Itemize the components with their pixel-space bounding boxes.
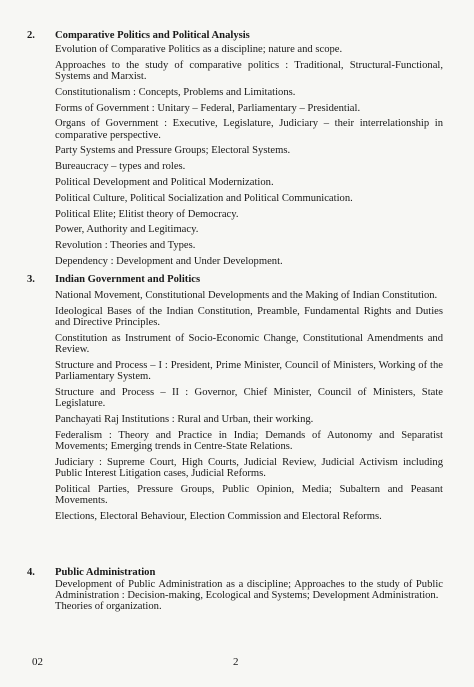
- syllabus-item: Political Culture, Political Socialization and Political Communication.: [55, 192, 353, 204]
- page-number: 2: [233, 656, 239, 668]
- footer-code: 02: [32, 656, 43, 668]
- syllabus-item: Forms of Government : Unitary – Federal, Parliamentary – Presidential.: [55, 102, 361, 114]
- syllabus-item: Political Development and Political Modernization.: [55, 176, 274, 188]
- section-items: [55, 579, 443, 613]
- syllabus-item: Panchayati Raj Institutions : Rural and Urban, their working.: [55, 413, 314, 425]
- section-heading: Public Administration: [55, 567, 156, 578]
- section-number: 3.: [27, 274, 35, 285]
- syllabus-item: Constitution as Instrument of Socio-Economic Change, Constitutional Amendments and Review.: [55, 332, 443, 355]
- syllabus-item: Bureaucracy – types and roles.: [55, 161, 186, 173]
- syllabus-item: Federalism : Theory and Practice in India; Demands of Autonomy and Separatist Movements; Emerging trends in Centre-State Relations.: [55, 429, 443, 452]
- syllabus-item: Party Systems and Pressure Groups; Electoral Systems.: [55, 145, 291, 157]
- syllabus-item: Theories of organization.: [55, 601, 162, 613]
- section-number: 4.: [27, 567, 35, 578]
- syllabus-item: Structure and Process – II : Governor, Chief Minister, Council of Ministers, State Legislature.: [55, 386, 443, 409]
- section-heading: Comparative Politics and Political Analysis: [55, 30, 250, 41]
- section-items: [55, 290, 443, 526]
- syllabus-item: Power, Authority and Legitimacy.: [55, 224, 199, 236]
- syllabus-item: National Movement, Constitutional Developments and the Making of Indian Constitution.: [55, 290, 438, 301]
- syllabus-item: Structure and Process – I : President, Prime Minister, Council of Ministers, Working of the Parliamentary System.: [55, 359, 443, 382]
- syllabus-item: Elections, Electoral Behaviour, Election Commission and Electoral Reforms.: [55, 510, 382, 522]
- syllabus-item: Dependency : Development and Under Development.: [55, 255, 283, 267]
- syllabus-item: Organs of Government : Executive, Legislature, Judiciary – their interrelationship in comparative perspective.: [55, 118, 443, 141]
- syllabus-item: Development of Public Administration as a discipline; Approaches to the study of Public Administration : Decision-making, Ecological and Systems; Development Administration.: [55, 579, 443, 602]
- section-number: 2.: [27, 30, 35, 41]
- syllabus-item: Revolution : Theories and Types.: [55, 240, 196, 252]
- section-items: [55, 44, 443, 272]
- syllabus-item: Political Elite; Elitist theory of Democracy.: [55, 208, 239, 220]
- section-heading: Indian Government and Politics: [55, 274, 201, 285]
- syllabus-item: Political Parties, Pressure Groups, Public Opinion, Media; Subaltern and Peasant Movements.: [55, 483, 443, 506]
- syllabus-item: Constitutionalism : Concepts, Problems and Limitations.: [55, 86, 296, 98]
- syllabus-item: Evolution of Comparative Politics as a discipline; nature and scope.: [55, 44, 343, 55]
- syllabus-item: Approaches to the study of comparative politics : Traditional, Structural-Functional, Systems and Marxist.: [55, 59, 443, 82]
- syllabus-item: Ideological Bases of the Indian Constitution, Preamble, Fundamental Rights and Duties and Directive Principles.: [55, 305, 443, 328]
- syllabus-item: Judiciary : Supreme Court, High Courts, Judicial Review, Judicial Activism including Public Interest Litigation cases, Judicial Reforms.: [55, 456, 443, 479]
